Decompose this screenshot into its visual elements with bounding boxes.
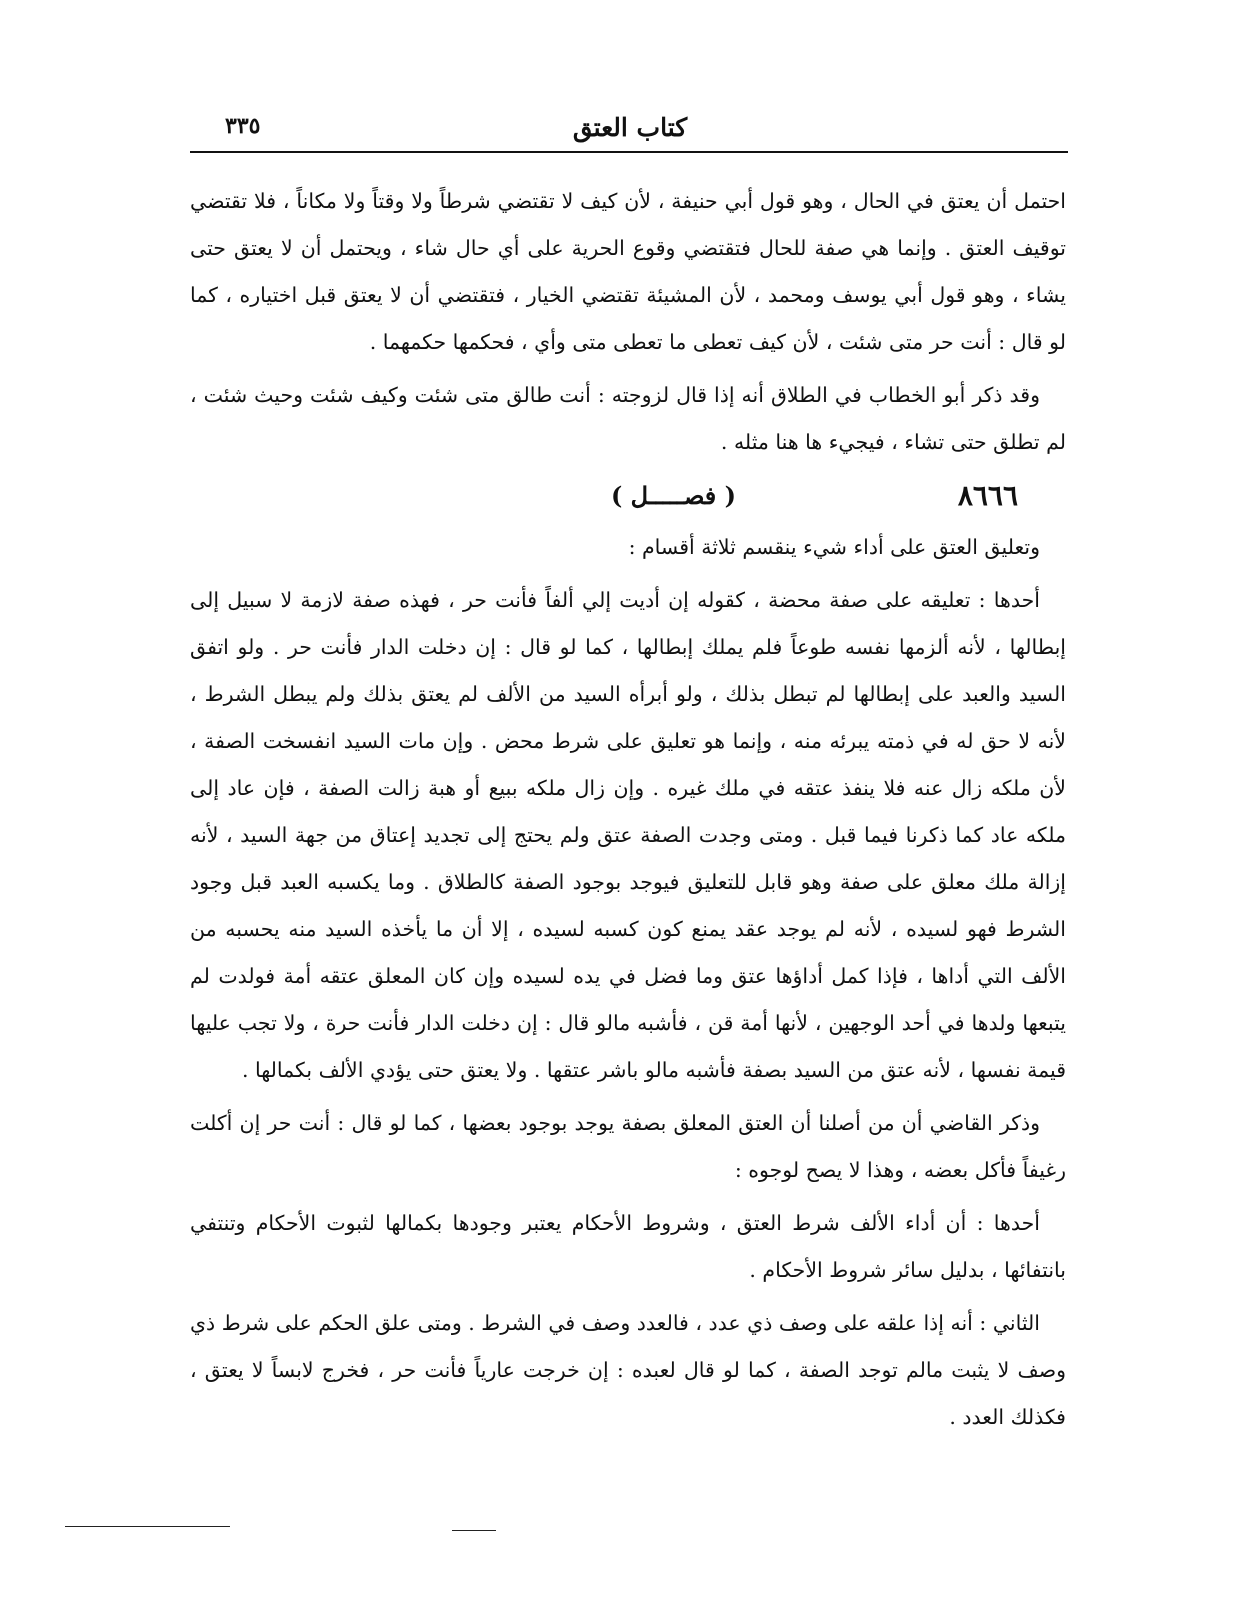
section-heading xyxy=(190,472,1066,522)
main-text xyxy=(190,178,1066,1447)
paragraph: وتعليق العتق على أداء شيء ينقسم ثلاثة أقسام : xyxy=(628,535,1040,559)
header-rule xyxy=(190,151,1068,153)
page-header xyxy=(195,100,1065,150)
running-title: كتاب العتق xyxy=(572,113,688,142)
section-title: ( فصـــــل ) xyxy=(610,481,736,510)
paragraph: أحدها : تعليقه على صفة محضة ، كقوله إن أديت إلي ألفاً فأنت حر ، فهذه صفة لازمة لا سبيل إلى إبطالها ، لأنه ألزمها نفسه طوعاً فلم يملك إبطالها ، كما لو قال : إن دخلت الدار فأنت حر . ولو اتفق السيد والعبد على إبطالها لم تبطل بذلك ، ولو أبرأه السيد من الألف لم يعتق بذلك ولم يبطل الشرط ، لأنه لا حق له في ذمته يبرئه منه ، وإنما هو تعليق على شرط محض . وإن مات السيد انفسخت الصفة ، لأن ملكه زال عنه فلا ينفذ عتقه في ملك غيره . وإن زال ملكه ببيع أو هبة زالت الصفة ، فإن عاد إلى ملكه عاد كما ذكرنا فيما قبل . ومتى وجدت الصفة عتق ولم يحتج إلى تجديد إعتاق من جهة السيد ، لأنه إزالة ملك معلق على صفة وهو قابل للتعليق فيوجد بوجود الصفة كالطلاق . وما يكسبه العبد قبل وجود الشرط فهو لسيده ، لأنه لم يوجد عقد يمنع كون كسبه لسيده ، إلا أن ما يأخذه السيد منه يحسبه من الألف التي أداها ، فإذا كمل أداؤها عتق وما فضل في يده لسيده وإن كان المعلق عتقه أمة فولدت لم يتبعها ولدها في أحد الوجهين ، لأنها أمة قن ، فأشبه مالو قال : إن دخلت الدار فأنت حرة ، ولا تجب عليها قيمة نفسها ، لأنه عتق من السيد بصفة فأشبه مالو باشر عتقها . ولا يعتق حتى يؤدي الألف بكمالها . xyxy=(190,588,1066,1082)
section-number: ٨٦٦٦ xyxy=(957,479,1018,512)
footnote-rule xyxy=(65,1526,230,1527)
footnote-rule-short xyxy=(452,1530,496,1531)
paragraph: أحدها : أن أداء الألف شرط العتق ، وشروط الأحكام يعتبر وجودها بكمالها لثبوت الأحكام وتنتفي بانتفائها ، بدليل سائر شروط الأحكام . xyxy=(190,1211,1066,1282)
page-number: ٣٣٥ xyxy=(225,113,261,139)
paragraph: وقد ذكر أبو الخطاب في الطلاق أنه إذا قال لزوجته : أنت طالق متى شئت وكيف شئت وحيث شئت ، لم تطلق حتى تشاء ، فيجيء ها هنا مثله . xyxy=(190,383,1066,454)
paragraph: احتمل أن يعتق في الحال ، وهو قول أبي حنيفة ، لأن كيف لا تقتضي شرطاً ولا وقتاً ولا مكاناً ، فلا تقتضي توقيف العتق . وإنما هي صفة للحال فتقتضي وقوع الحرية على أي حال شاء ، ويحتمل أن لا يعتق حتى يشاء ، وهو قول أبي يوسف ومحمد ، لأن المشيئة تقتضي الخيار ، فتقتضي أن لا يعتق قبل اختياره ، كما لو قال : أنت حر متى شئت ، لأن كيف تعطى ما تعطى متى وأي ، فحكمها حكمهما . xyxy=(190,189,1066,354)
paragraph: وذكر القاضي أن من أصلنا أن العتق المعلق بصفة يوجد بوجود بعضها ، كما لو قال : أنت حر إن أكلت رغيفاً فأكل بعضه ، وهذا لا يصح لوجوه : xyxy=(190,1111,1066,1182)
paragraph: الثاني : أنه إذا علقه على وصف ذي عدد ، فالعدد وصف في الشرط . ومتى علق الحكم على شرط ذي وصف لا يثبت مالم توجد الصفة ، كما لو قال لعبده : إن خرجت عارياً فأنت حر ، فخرج لابساً لا يعتق ، فكذلك العدد . xyxy=(190,1311,1066,1429)
